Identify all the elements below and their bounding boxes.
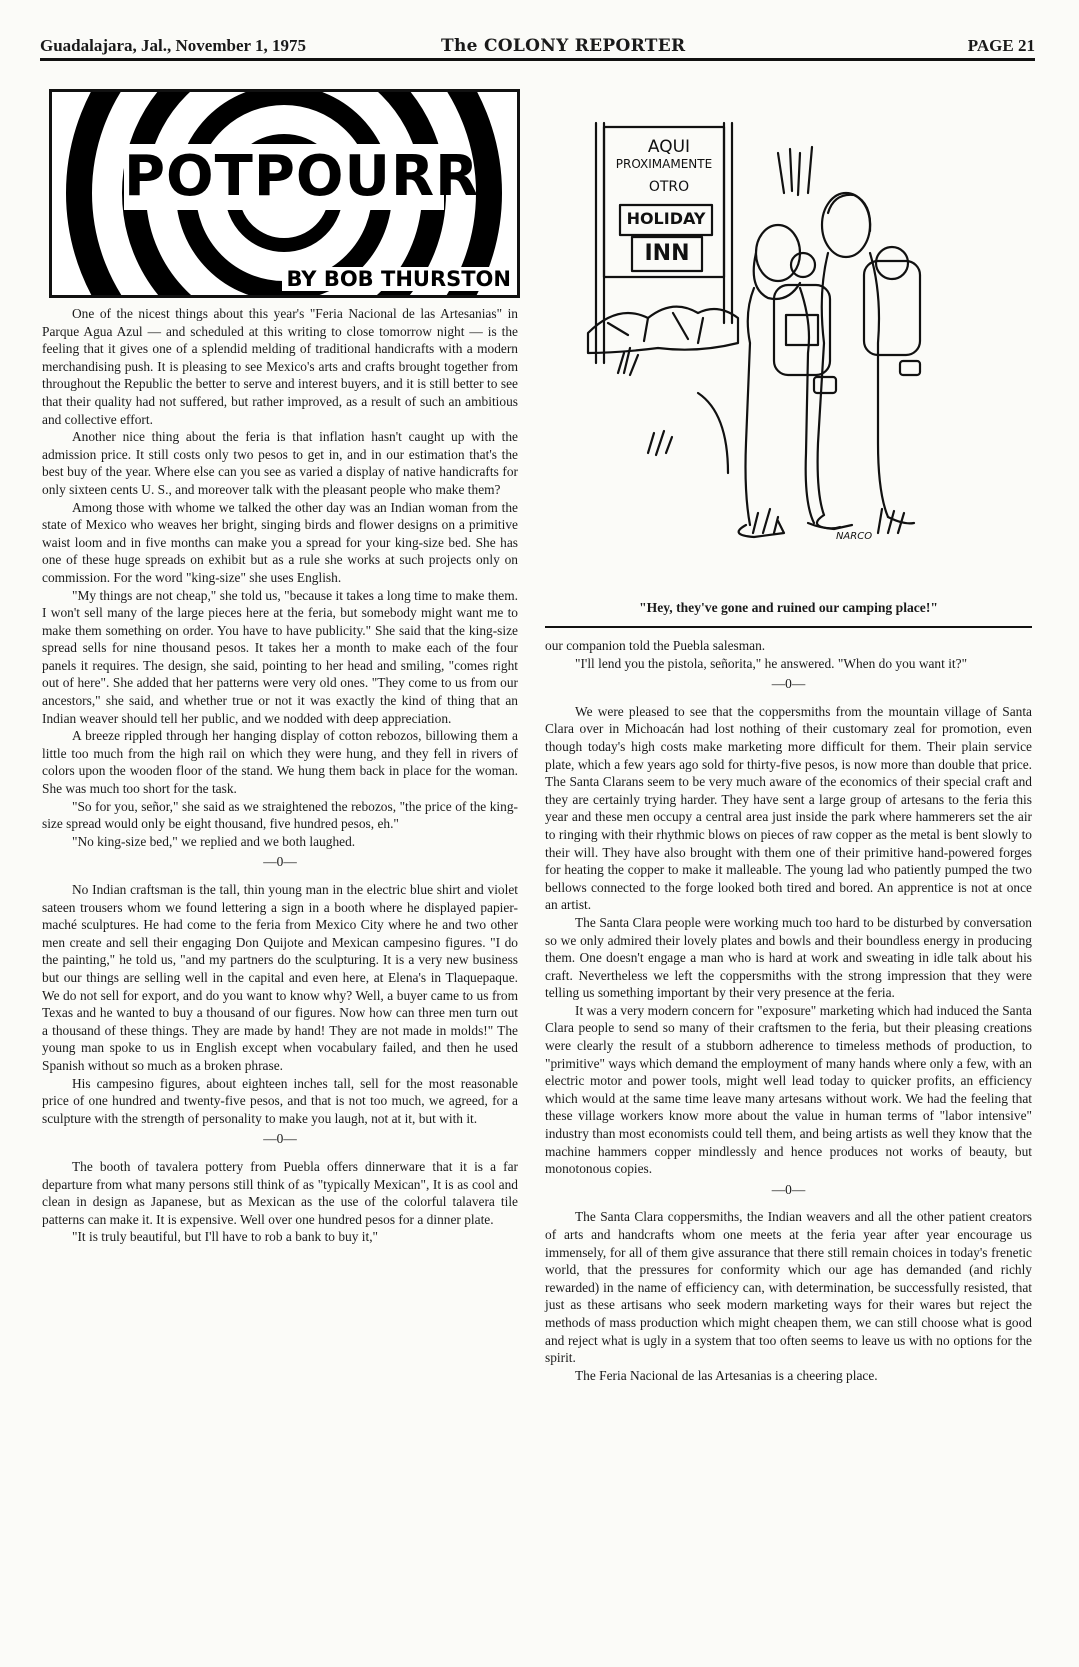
column-title: POTPOURRI xyxy=(124,144,502,209)
paragraph: Among those with whome we talked the other day was an Indian woman from the state of Mexico who weaves her bright, singing birds and flower designs on a primitive waist loom and in five months can make you a spread for your king-size bed. She has one of these huge spreads on exhibit but as a rule she works at such projects only on commission. For the word "king-size" she uses English. xyxy=(42,499,518,585)
section-separator: —0— xyxy=(263,854,297,870)
column-logo xyxy=(49,89,520,298)
paragraph: "No king-size bed," we replied and we both laughed. xyxy=(72,833,356,849)
paragraph: The Santa Clara coppersmiths, the Indian weavers and all the other patient creators of arts and handcrafts whom one meets at the feria year after year encourage us immensely, for all of them give assurance that there still remain choices in today's frenetic world, that the pressures for conformity which our age has demanded (and richly rewarded) in the name of efficiency can, with determination, be successfully resisted, that just as these artisans who seek modern marketing ways for their wares but reject the methods of mass production which might cheapen them, we can still choose what is good and reject what is ugly in a system that too often seems to leave us with no options for the spirit. xyxy=(545,1209,1032,1366)
page-number: PAGE 21 xyxy=(967,36,1035,55)
sign-line-aqui: AQUI xyxy=(647,137,691,157)
section-separator: —0— xyxy=(263,1131,297,1147)
paragraph: The Santa Clara people were working much too hard to be disturbed by conversation so we only admired their lovely plates and bowls and their boundless energy in producing them. One doesn't engage a man who is hard at work and sweating in idle talk about his craft. Nevertheless we left the coppersmiths with the strong impression that they were telling us something important by their very presence at the feria. xyxy=(545,914,1032,1001)
right-column-article xyxy=(545,637,1032,1384)
paragraph: It was a very modern concern for "exposure" marketing which had induced the Santa Clara people to send so many of their craftsmen to the feria, but their pleasing creations were clearly the result of a stubborn adherence to timeless methods of production, to "primitive" ways which demand the employment of many hands where only a few, with an electric motor and power tools, might well lead today to quicker profits, an efficiency which would at the same time leave many artesans without work. We had the feeling that these village workers know more about the value in human terms of "labor intensive" industry than most economists could tell them, and being artists as well they know that the machine hammers copper mindlessly and hence produces not works of beauty, but monotonous copies. xyxy=(545,1002,1032,1177)
paragraph: "My things are not cheap," she told us, "because it takes a long time to make them. I won't sell many of the large pieces here at the feria, but somebody might want me to make them something on order. You have to have publicity." She said that the king-size spread sells for nine thousand pesos. It takes her a month to make each of the four panels it requires. The design, she said, pointing to her head and smiling, "comes right out of here". She added that her patterns were very old ones. "They come to us from our ancestors," she said, and whether true or not it was exactly the kind of thing that an Indian weaver should tell her public, and we nodded with deep appreciation. xyxy=(42,587,518,726)
paragraph: our companion told the Puebla salesman. xyxy=(545,638,766,653)
section-separator: —0— xyxy=(771,676,806,692)
sign-line-otro: OTRO xyxy=(648,179,690,195)
paragraph: No Indian craftsman is the tall, thin young man in the electric blue shirt and violet sateen trousers whom we found lettering a sign in a booth where he displayed papier-maché sculptures. He had come to the feria from Mexico City where he and two other men create and sell their engaging Don Quijote and Mexican campesino figures. "I do the painting," he told us, "and my partners do the sculpturing. It is a very new business but our things are selling well in the capital and even here, at Elena's in Tlaquepaque. We do not sell for export, and do you want to know why? Well, a buyer came to us from Texas and he wanted to buy a thousand of our figures. Now how can three men turn out a thousand of these things. They are made by hand! They are not made in molds!" The young man spoke to us in English except when vocabulary failed, and then he used Spanish without so much as a broken phrase. xyxy=(42,882,518,1073)
cartoon-illustration xyxy=(578,113,932,573)
paragraph: We were pleased to see that the coppersmiths from the mountain village of Santa Clara over in Michoacán had lost nothing of their customary zeal for promotion, even though today's high costs make marketing more difficult for them. Their plain service plate, which a few years ago sold for thirty-five pesos, is now more than double that price. The Santa Clarans seem to be very much aware of the economics of their special craft and they are certainly trying harder. They have sent a large group of artesans to the feria this year and these men occupy a central area just inside the park where hammerers set the air to ringing with their rhythmic blows on pieces of raw copper as the metal is bent slowly to their will. They have also brought with them one of their primitive hand-powered forges for heating the copper to make it malleable. The young lad who patiently pumped the two bellows connected to the forge looked both tired and bored. An apprentice is not at once an artist. xyxy=(545,703,1032,913)
dateline: Guadalajara, Jal., November 1, 1975 xyxy=(40,36,307,55)
section-separator: —0— xyxy=(771,1181,806,1197)
paragraph: "It is truly beautiful, but I'll have to rob a bank to buy it," xyxy=(72,1229,379,1245)
caption-divider xyxy=(545,626,1032,628)
paragraph: A breeze rippled through her hanging display of cotton rebozos, billowing them a little too much from the high rail on which they were hung, and they fell in rivers of colors upon the wooden floor of the stand. We hung them back in place for the woman. She was much too short for the task. xyxy=(42,728,518,797)
paragraph: The Feria Nacional de las Artesanias is a cheering place. xyxy=(575,1367,878,1383)
newspaper-name: The COLONY REPORTER xyxy=(441,36,686,56)
paragraph: The booth of tavalera pottery from Puebla offers dinnerware that it is a far departure from what many persons still think of as "typically Mexican", It is as cool and clean in design as Japanese, but as Mexican as the use of the colorful talavera tile patterns can make it. It is expensive. Well over one hundred pesos for a dinner plate. xyxy=(42,1158,518,1227)
sign-line-proximamente: PROXIMAMENTE xyxy=(615,157,713,171)
sign-line-inn: INN xyxy=(644,241,690,266)
paragraph: His campesino figures, about eighteen inches tall, sell for the most reasonable price of one hundred and twenty-five pesos, and that is not too much, we agreed, for a sculpture with the strength of personality to make you laugh, not at it, but with it. xyxy=(42,1075,518,1126)
paragraph: Another nice thing about the feria is that inflation hasn't caught up with the admission price. It still costs only two pesos to get in, and in our estimation that's the best buy of the year. Where else can you see as varied a display of native handicrafts for only sixteen cents U. S., and moreover talk with the pleasant people who make them? xyxy=(42,429,518,497)
cartoon-drawing xyxy=(578,113,932,573)
page-header xyxy=(40,34,1035,61)
sign-line-holiday: HOLIDAY xyxy=(626,209,706,228)
column-byline: BY BOB THURSTON xyxy=(282,267,511,291)
paragraph: "So for you, señor," she said as we straightened the rebozos, "the price of the king-size spread would only be eight thousand, five hundred pesos, eh." xyxy=(42,798,518,832)
cartoon-caption: "Hey, they've gone and ruined our camping place!" xyxy=(639,600,938,615)
paragraph: One of the nicest things about this year's "Feria Nacional de las Artesanias" in Parque Agua Azul — and scheduled at this writing to close tomorrow night — is the feeling that it gives one of a splendid melding of traditional handicrafts with a modern merchandising push. It is pleasing to see Mexico's arts and crafts brought together from throughout the Republic the better to serve and interest buyers, and it is still better to see that their quality had not suffered, but rather improved, as a result of such an ambitious and collective effort. xyxy=(42,306,518,427)
paragraph: "I'll lend you the pistola, señorita," he answered. "When do you want it?" xyxy=(575,655,968,671)
cartoonist-signature: NARCO xyxy=(835,531,873,542)
left-column-article xyxy=(42,305,518,1246)
